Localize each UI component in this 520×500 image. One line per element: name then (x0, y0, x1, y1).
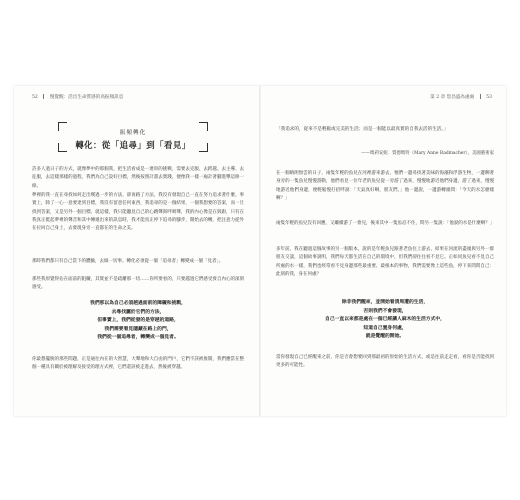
section-label: 振頻轉化 (119, 130, 147, 136)
highlight-line: 去尋找屬於它們的方法， (111, 308, 165, 315)
left-paragraph-1: 許多人過日子的方式，就像夢中的那個我，把生活看成是一連串的挑戰，需要去克服、去跨越、去主導、去征服，去這樣那樣的過程，我們為自己設好目標，然後按照計畫去實踐，便像我一樣一廂計著腳進攀這條一條。 (32, 167, 244, 189)
highlight-line: 但事實上，我們從發的是穿越的道路， (97, 317, 179, 324)
bracket-corner (58, 143, 67, 152)
right-page (270, 86, 502, 416)
left-paragraph-5: 你最想擺脫的那些問題，正是通往內在的大智慧，大聲地和大自由的門戶，它們不該被推開，我們應當在整個一種具有關於被理解及接受的理方式裡，它們還該被走進去，然後被穿越。 (32, 357, 244, 371)
highlight-line: 除非我們醒來，並開始看清周遭的生活， (341, 299, 429, 305)
bracket-corner (199, 143, 208, 152)
highlight-line: 自己一直以來都是處在一個已經讓人麻木的生活方式中， (325, 316, 445, 323)
right-highlight-block (276, 298, 494, 341)
right-running-head (430, 94, 492, 100)
book-gutter (259, 86, 261, 416)
bracket-corner (58, 122, 67, 131)
running-head-divider (480, 94, 481, 99)
left-paragraph-3: 那時我們都只有自己當下的體驗，去做一切事。轉化必須從一個「追尋者」轉變成一個「見者」。 (32, 259, 224, 264)
left-running-head (32, 94, 123, 100)
right-paragraph-4: 當你發現自己已經醒來之前，你是否會想要回到那最初的原始的生活方式，或是往前走走看，看你是否能找到更多的可能性。 (276, 355, 494, 369)
right-page-number: 53 (486, 95, 492, 100)
epigraph-attribution: ——瑪莉安妮．賈德瑪特（Mary Anne Radmacher），美國藝術家 (361, 151, 494, 156)
left-highlight-block (32, 299, 244, 342)
left-page (22, 86, 254, 416)
highlight-line: 否則我們不會發現， (363, 307, 407, 314)
left-paragraph-4: 那些我原覺得佔在面前的阻礙，其實並不是疏離那一切……你所要看的，只要越過它們感受發自內心的深刻感受。 (32, 277, 244, 291)
left-paragraph-2: 夢裡的我一直在尋找如何走出嘆過一步的方法，卻再路了方法，我沒有發現自己一直在努力追求著什麼。事實上，除了一心一意要達到目標，我沒有留意任何東西，我追尋的是一個結果，一個我想要的答案，而一旦找到答案，又是另外一個目標。就這樣，我只能聽見自己的心跳聲與呼吸聲，我的內心像是在與跟，只有在我真正挺起夢裡的聲音和其中傳遞出來的訊息時，我才能真正停下追尋的腳步，開始去的轉，把注意力從外在拉回自己身上，去發現身旁一直都在的生命之美。 (32, 193, 244, 232)
left-page-number: 52 (32, 95, 38, 100)
highlight-line: 我們從一個追尋者，轉變成一個見者。 (97, 334, 179, 341)
right-paragraph-2: 兩隻年輕的魚兒沒有回應，又繼續游了一會兒，後來其中一隻魚忍不住，問另一隻說：「他說的水是什麼啊？」 (276, 221, 495, 226)
left-running-title: 慢覺醒：活出生命質感的高振頻訊息 (49, 95, 124, 100)
bracket-corner (199, 122, 208, 131)
book-spread (14, 86, 506, 416)
right-paragraph-3: 多年前，我在聽過這個故事的另一個版本，說的是年輕魚兒跟著老魚往上游去，結果在河流的盡頭與另外一群朋友交談，這個故事說明，我們每天都生活在自己的環境中，但我們卻往往看不見它。正如同魚兒看不見自己所處的水一樣，我們也經常看不見身邊那些最重要、最根本的事物，我們需要像上這些魚，停下來問問自己：此刻的我，身在何處？ (276, 247, 494, 277)
highlight-line: 我們那以為自己必須越過面前的障礙和挑戰， (90, 300, 186, 306)
highlight-line: 知道自己置身何處， (363, 324, 407, 331)
section-title-box (58, 122, 208, 152)
section-title: 轉化：從「追尋」到「看見」 (75, 140, 191, 150)
highlight-line: 就是覺醒的開始。 (365, 333, 405, 340)
right-paragraph-1: 在一個晴朗無雲的日子，兩隻年輕的魚兒在河裡游來游去，牠們一邊尋找著美味的海藻和浮游生物，一邊聊著身旁的一隻魚兒慢慢游動，他們看見一位年老的魚兒從一旁游了過來，慢慢地游近他們身邊，游了過來，慢慢地游近他們身邊，便輕鬆慢打招呼說：「天氣真好啊，朋友們。」他一邊說，一邊游轉頭問：「今天的水怎麼樣啊？」 (276, 171, 494, 201)
running-head-divider (43, 94, 44, 99)
epigraph-quote: 「我追求的，從來不是輕鬆或完美的生活；而是一個能以最真實的自我去活的生活。」 (276, 127, 449, 132)
right-running-title: 第 2 章 您昌盛為處處 (430, 95, 475, 100)
highlight-line: 我們需要看見隱藏在路上的門， (104, 325, 172, 332)
